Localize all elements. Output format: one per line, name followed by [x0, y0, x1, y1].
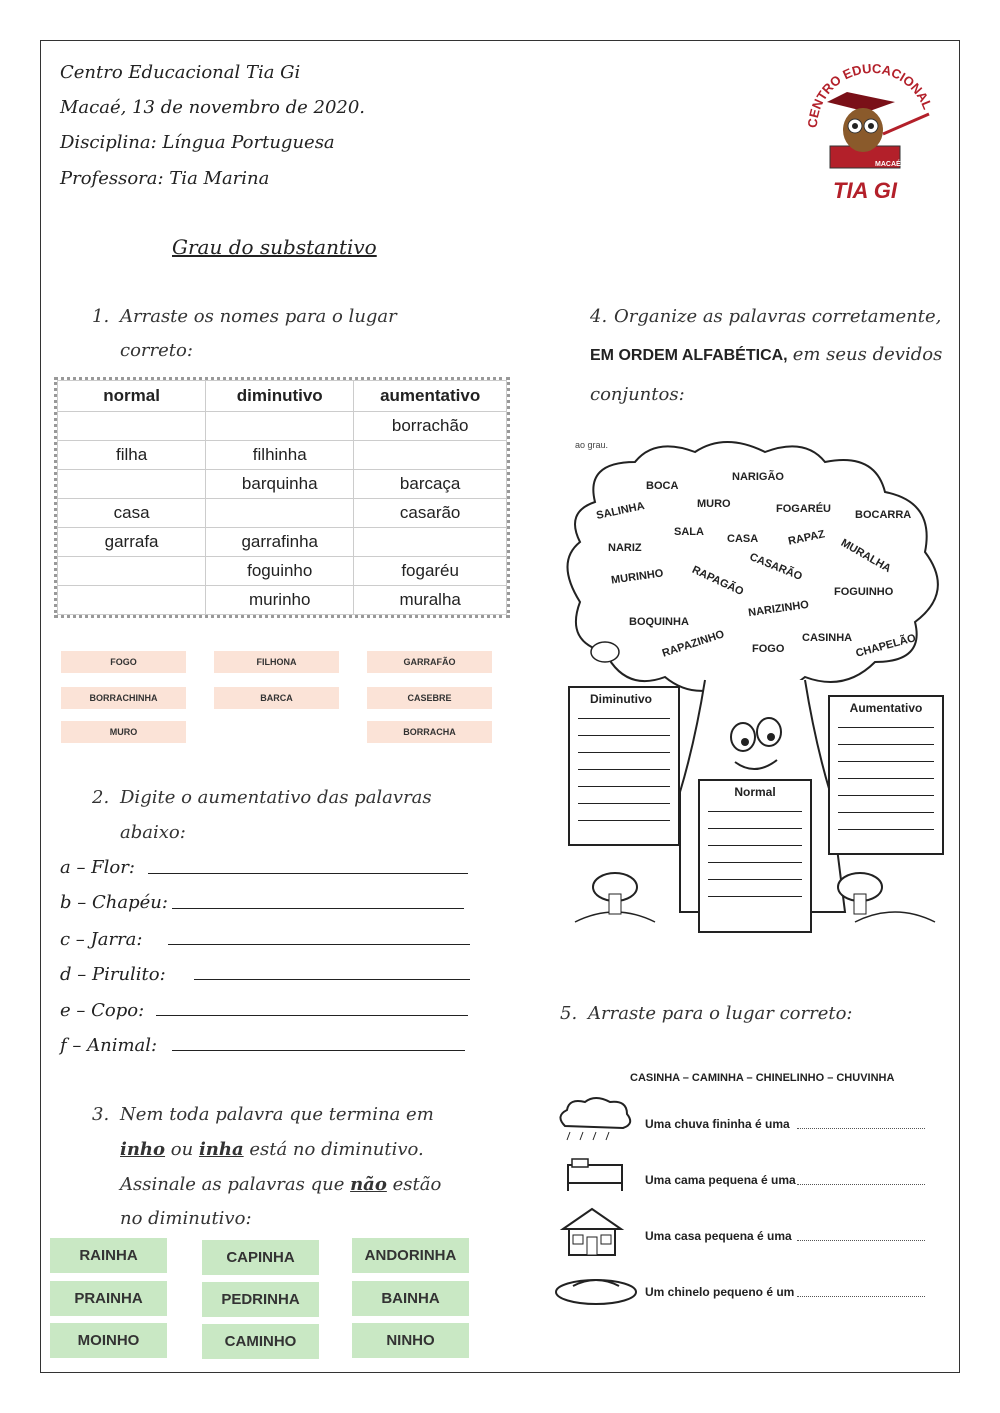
table-cell: garrafinha: [206, 528, 354, 557]
q5-sentence-1: Uma chuva fininha é uma: [645, 1117, 790, 1131]
drag-chip-borrachinha[interactable]: BORRACHINHA: [61, 687, 186, 709]
tree-word: MURINHO: [610, 567, 665, 587]
drag-chip-barca[interactable]: BARCA: [214, 687, 339, 709]
drop-cell[interactable]: [58, 557, 206, 586]
answer-input-e[interactable]: [156, 1015, 468, 1016]
tree-word: FOGUINHO: [834, 586, 894, 598]
q3-text-4: no diminutivo:: [120, 1208, 252, 1229]
slipper-icon: [553, 1272, 639, 1308]
q3-inha: inha: [198, 1139, 244, 1160]
q3-text-3a: Assinale as palavras que: [120, 1174, 345, 1195]
q2-item-e: e – Copo:: [60, 1000, 145, 1021]
q5-drop-2[interactable]: [797, 1184, 925, 1185]
school-name: Centro Educacional Tia Gi: [60, 62, 301, 83]
col-aumentativo: aumentativo: [354, 381, 507, 412]
q5-sentence-4: Um chinelo pequeno é um: [645, 1285, 795, 1299]
q4-text-1: Organize as palavras corretamente,: [614, 306, 942, 327]
q3-text-3: [120, 1174, 441, 1195]
normal-box[interactable]: [698, 779, 812, 933]
tree-word: BOCARRA: [855, 509, 912, 521]
option-andorinha[interactable]: ANDORINHA: [352, 1238, 469, 1273]
q5-sentence-2: Uma cama pequena é uma: [645, 1173, 796, 1187]
option-bainha[interactable]: BAINHA: [352, 1281, 469, 1316]
tree-word: FOGARÉU: [776, 503, 831, 515]
table-cell: foguinho: [206, 557, 354, 586]
tree-word: CASARÃO: [747, 551, 804, 583]
tree-word: RAPAZINHO: [660, 628, 726, 660]
table-cell: garrafa: [58, 528, 206, 557]
q2-text-2: abaixo:: [120, 822, 186, 843]
col-normal: normal: [58, 381, 206, 412]
q5-sentence-3: Uma casa pequena é uma: [645, 1229, 792, 1243]
grau-table: [54, 377, 510, 618]
drag-chip-filhona[interactable]: FILHONA: [214, 651, 339, 673]
tree-word: CHAPELÃO: [854, 632, 918, 660]
q3-text-3b: estão: [392, 1174, 442, 1195]
diminutivo-box[interactable]: [568, 686, 680, 846]
tree-word: MURALHA: [838, 536, 893, 576]
q5-options-line: CASINHA – CAMINHA – CHINELINHO – CHUVINHA: [630, 1072, 895, 1084]
q5-text: Arraste para o lugar correto:: [588, 1003, 853, 1024]
tree-word: BOQUINHA: [629, 616, 689, 628]
tree-word: BOCA: [646, 480, 679, 492]
drag-chip-borracha[interactable]: BORRACHA: [367, 721, 492, 743]
tree-word: MURO: [697, 498, 731, 510]
table-cell: barcaça: [354, 470, 507, 499]
page-title: Grau do substantivo: [172, 235, 377, 259]
q5-number: 5.: [560, 1003, 578, 1024]
house-icon: [557, 1205, 627, 1259]
q3-text-2-rest: está no diminutivo.: [249, 1139, 424, 1160]
tree-word: NARIZINHO: [747, 598, 810, 620]
answer-input-c[interactable]: [168, 944, 470, 945]
drop-cell[interactable]: [58, 412, 206, 441]
drop-cell[interactable]: [58, 470, 206, 499]
bed-icon: [560, 1155, 630, 1195]
logo-arc-text: CENTRO EDUCACIONAL: [805, 60, 935, 129]
table-cell: barquinha: [206, 470, 354, 499]
q4-number: 4.: [590, 306, 608, 327]
tree-word: NARIZ: [608, 542, 642, 554]
q4-emph: EM ORDEM ALFABÉTICA,: [590, 347, 788, 364]
cut-text: ao grau.: [575, 440, 609, 450]
q5-drop-3[interactable]: [797, 1240, 925, 1241]
teacher-line: Professora: Tia Marina: [60, 168, 270, 189]
table-cell: filha: [58, 441, 206, 470]
tree-word: FOGO: [752, 643, 785, 655]
table-cell: murinho: [206, 586, 354, 615]
diminutivo-box-title: Diminutivo: [590, 692, 652, 706]
logo-city: MACAÉ-RJ: [875, 161, 912, 168]
answer-input-b[interactable]: [172, 908, 464, 909]
drag-chip-garrafao[interactable]: GARRAFÃO: [367, 651, 492, 673]
tree-word: SALINHA: [595, 500, 646, 522]
q2-text-1: Digite o aumentativo das palavras: [120, 787, 432, 808]
tree-word: CASINHA: [802, 632, 853, 644]
drop-cell[interactable]: [206, 499, 354, 528]
option-moinho[interactable]: MOINHO: [50, 1323, 167, 1358]
option-rainha[interactable]: RAINHA: [50, 1238, 167, 1273]
option-capinha[interactable]: CAPINHA: [202, 1240, 319, 1275]
drop-cell[interactable]: [354, 441, 507, 470]
subject-line: Disciplina: Língua Portuguesa: [60, 132, 335, 153]
option-prainha[interactable]: PRAINHA: [50, 1281, 167, 1316]
table-cell: fogaréu: [354, 557, 507, 586]
aumentativo-box-title: Aumentativo: [849, 701, 923, 715]
option-ninho[interactable]: NINHO: [352, 1323, 469, 1358]
table-cell: filhinha: [206, 441, 354, 470]
q3-ou: ou: [170, 1139, 194, 1160]
col-diminutivo: diminutivo: [206, 381, 354, 412]
tree-word: SALA: [674, 526, 704, 538]
tree-word: RAPAGÃO: [690, 563, 746, 599]
drop-cell[interactable]: [354, 528, 507, 557]
q3-number: 3.: [92, 1104, 110, 1125]
school-logo: [805, 58, 935, 208]
table-cell: borrachão: [354, 412, 507, 441]
q3-nao: não: [350, 1174, 387, 1195]
q5-drop-4[interactable]: [797, 1296, 925, 1297]
drag-chip-fogo[interactable]: FOGO: [61, 651, 186, 673]
table-cell: casa: [58, 499, 206, 528]
q2-item-f: f – Animal:: [60, 1035, 158, 1056]
tree-word: RAPAZ: [787, 528, 826, 548]
answer-input-d[interactable]: [194, 979, 470, 980]
q4-text-3: conjuntos:: [590, 384, 685, 405]
table-cell: casarão: [354, 499, 507, 528]
drag-chip-casebre[interactable]: CASEBRE: [367, 687, 492, 709]
q3-inho: inho: [120, 1139, 166, 1160]
q2-item-c: c – Jarra:: [60, 929, 143, 950]
q2-item-b: b – Chapéu:: [60, 892, 168, 913]
q3-text-2: [120, 1139, 424, 1160]
q4-text-2-rest: em seus devidos: [792, 344, 943, 365]
q1-text-2: correto:: [120, 340, 193, 361]
q1-text-1: Arraste os nomes para o lugar: [120, 306, 397, 327]
tree-word: CASA: [727, 533, 759, 545]
answer-input-a[interactable]: [148, 873, 468, 874]
drag-chip-muro[interactable]: MURO: [61, 721, 186, 743]
drop-cell[interactable]: [58, 586, 206, 615]
normal-box-title: Normal: [734, 785, 776, 799]
table-cell: muralha: [354, 586, 507, 615]
drop-cell[interactable]: [206, 412, 354, 441]
q5-drop-1[interactable]: [797, 1128, 925, 1129]
q1-number: 1.: [92, 306, 110, 327]
option-caminho[interactable]: CAMINHO: [202, 1324, 319, 1359]
q2-item-d: d – Pirulito:: [60, 964, 166, 985]
q2-number: 2.: [92, 787, 110, 808]
tree-word: NARIGÃO: [732, 471, 784, 483]
q2-item-a: a – Flor:: [60, 857, 135, 878]
q3-text-1: Nem toda palavra que termina em: [120, 1104, 434, 1125]
aumentativo-box[interactable]: [828, 695, 944, 855]
option-pedrinha[interactable]: PEDRINHA: [202, 1282, 319, 1317]
logo-name: TIA GI: [833, 178, 897, 203]
date-line: Macaé, 13 de novembro de 2020.: [60, 97, 366, 118]
q4-text-2: [590, 344, 942, 365]
rain-cloud-icon: [555, 1096, 635, 1144]
answer-input-f[interactable]: [172, 1050, 465, 1051]
